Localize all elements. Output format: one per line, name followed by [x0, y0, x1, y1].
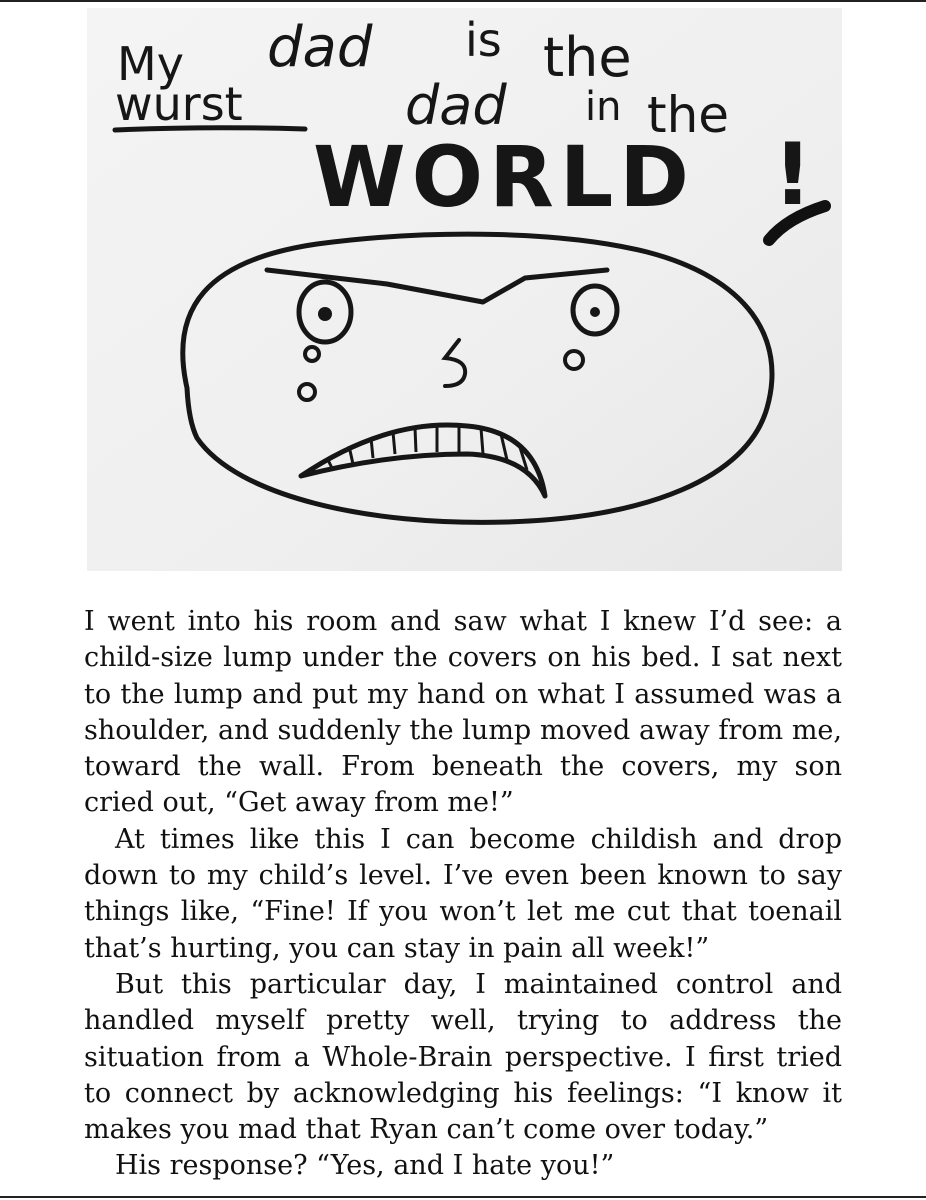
body-text — [84, 604, 842, 1185]
bottom-rule — [0, 1196, 926, 1198]
paragraph-2: At times like this I can become childish and drop down to my child’s level. I’ve even been known to say things like, “Fine! If you won’t let me cut that toenail that’s hurting, you can stay in pain all week!” — [84, 823, 842, 964]
wurst-underline — [115, 128, 305, 130]
word-wurst: wurst — [115, 77, 243, 131]
paragraph-1: I went into his room and saw what I knew I’d see: a child-size lump under the covers on his bed. I sat next to the lump and put my hand on what I assumed was a shoulder, and suddenly the lump moved away from me, toward the wall. From beneath the covers, my son cried out, “Get away from me!” — [84, 606, 842, 819]
word-in: in — [585, 84, 622, 130]
word-world: WORLD — [313, 128, 695, 226]
left-pupil — [318, 307, 332, 321]
child-drawing-illustration — [87, 8, 842, 571]
paragraph-3: But this particular day, I maintained control and handled myself pretty well, trying to address the situation from a Whole-Brain perspective. I first tried to connect by acknowledging his feelings: “I know it makes you mad that Ryan can’t come over today.” — [84, 968, 842, 1146]
exclamation-mark: ! — [773, 125, 813, 225]
word-dad-2: dad — [405, 74, 507, 137]
word-is: is — [465, 13, 502, 67]
word-dad: dad — [267, 15, 373, 80]
top-rule — [0, 0, 926, 2]
word-the: the — [543, 26, 632, 89]
paragraph-4: His response? “Yes, and I hate you!” — [115, 1150, 615, 1182]
drawing-canvas — [87, 8, 842, 571]
word-the-2: the — [647, 86, 730, 144]
right-pupil — [590, 307, 600, 317]
word-my: My — [117, 37, 184, 91]
